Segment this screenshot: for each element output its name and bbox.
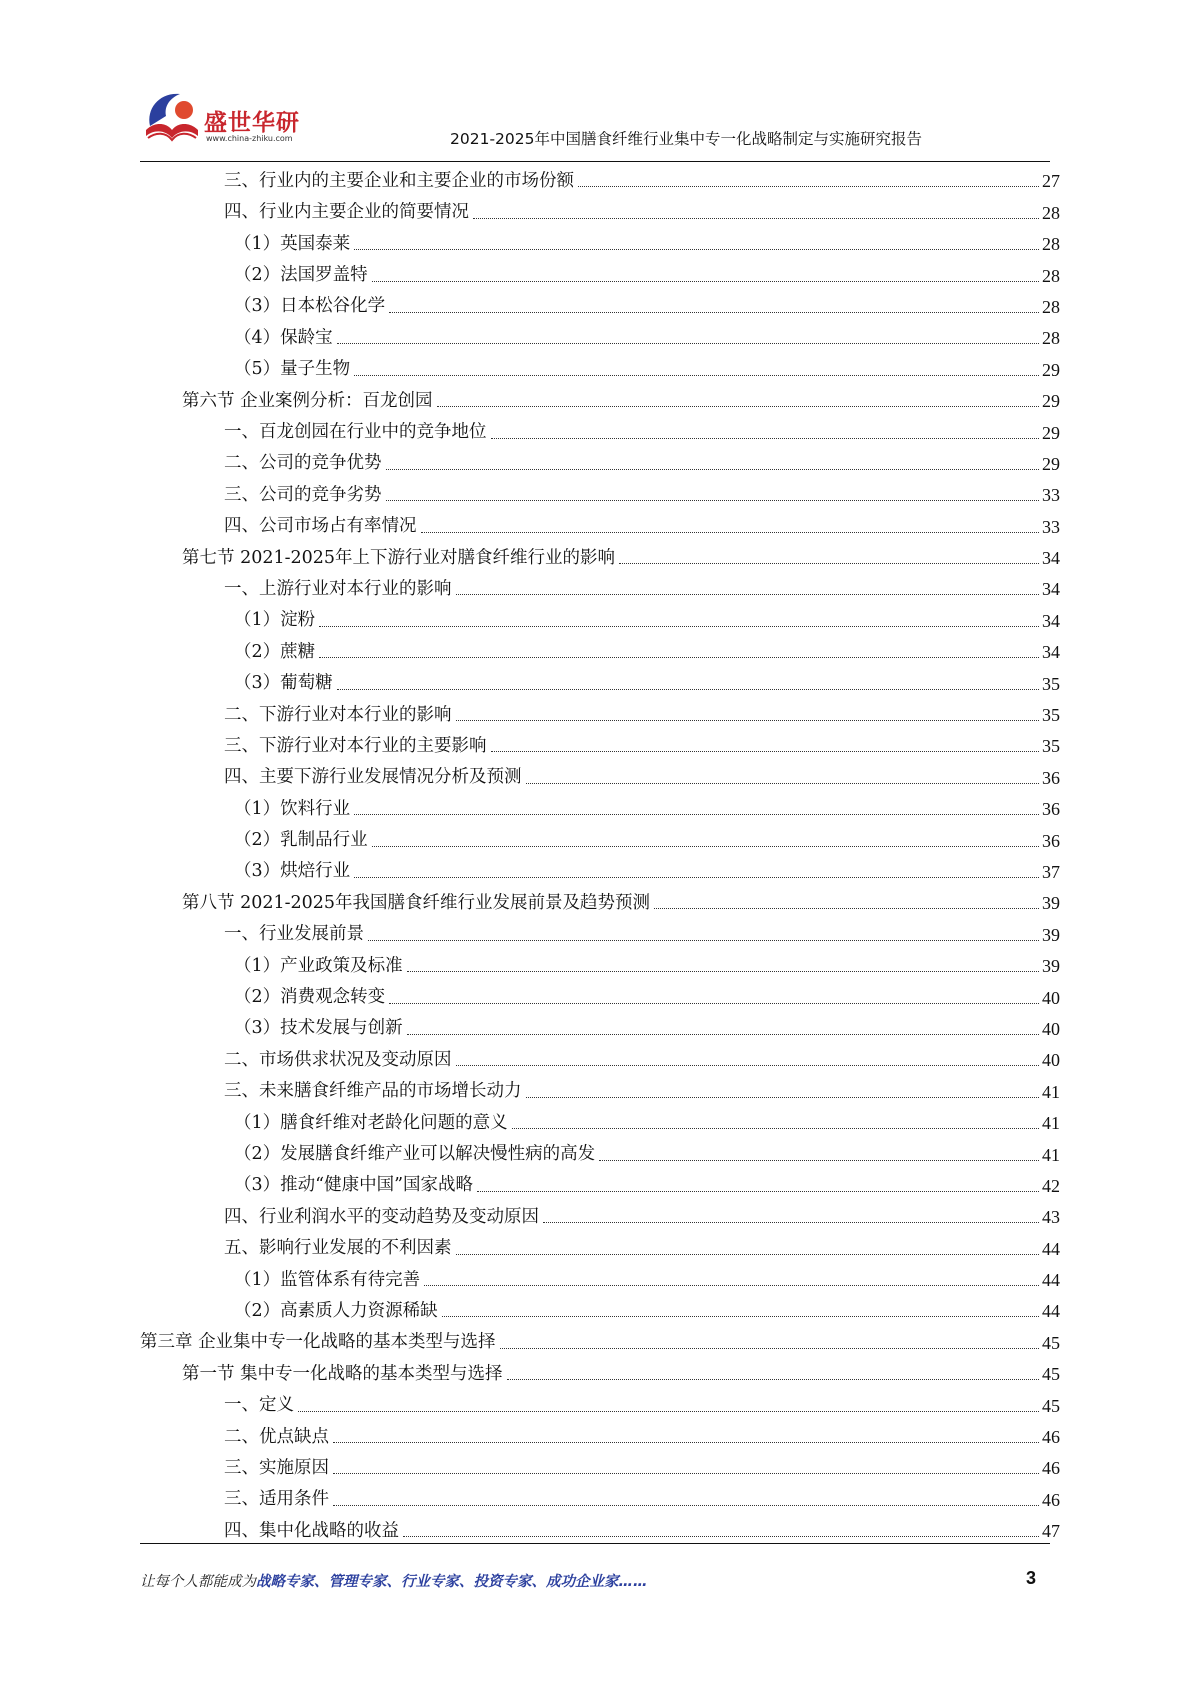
toc-entry-label: （3）日本松谷化学: [234, 296, 386, 317]
toc-entry-page: 46: [1042, 1427, 1060, 1448]
toc-dot-leader: [456, 720, 1040, 721]
toc-entry-page: 46: [1042, 1458, 1060, 1479]
toc-entry-label: （2）消费观念转变: [234, 987, 386, 1008]
toc-dot-leader: [456, 1254, 1040, 1255]
toc-entry[interactable]: [140, 1198, 1060, 1229]
toc-entry-page: 43: [1042, 1207, 1060, 1228]
footer-divider: [140, 1543, 1050, 1544]
toc-entry[interactable]: [140, 539, 1060, 570]
toc-entry-page: 41: [1042, 1144, 1060, 1165]
toc-entry-label: （2）蔗糖: [234, 641, 316, 662]
toc-entry-label: （5）量子生物: [234, 359, 351, 380]
toc-dot-leader: [386, 469, 1040, 470]
toc-entry-label: 第三章 企业集中专一化战略的基本类型与选择: [140, 1332, 496, 1353]
toc-dot-leader: [354, 814, 1039, 815]
toc-entry[interactable]: [140, 915, 1060, 946]
toc-entry[interactable]: [140, 445, 1060, 476]
toc-dot-leader: [456, 594, 1040, 595]
toc-entry-page: 36: [1042, 799, 1060, 820]
toc-entry[interactable]: [140, 288, 1060, 319]
toc-entry[interactable]: [140, 1449, 1060, 1480]
toc-dot-leader: [578, 186, 1039, 187]
toc-entry-page: 39: [1042, 956, 1060, 977]
toc-entry[interactable]: [140, 1512, 1060, 1543]
page-header: [140, 84, 1050, 166]
toc-entry-label: 二、优点缺点: [224, 1426, 329, 1447]
toc-entry[interactable]: [140, 1167, 1060, 1198]
toc-entry-label: （2）发展膳食纤维产业可以解决慢性病的高发: [234, 1144, 596, 1164]
toc-dot-leader: [491, 438, 1040, 439]
toc-entry-page: 34: [1042, 610, 1060, 631]
report-title: 2021-2025年中国膳食纤维行业集中专一化战略制定与实施研究报告: [450, 130, 922, 148]
toc-dot-leader: [456, 1065, 1040, 1066]
toc-dot-leader: [437, 406, 1039, 407]
logo-url: www.china-zhiku.com: [206, 134, 293, 143]
toc-entry-page: 44: [1042, 1238, 1060, 1259]
toc-dot-leader: [337, 689, 1039, 690]
toc-entry-page: 29: [1042, 359, 1060, 380]
toc-entry-label: （2）法国罗盖特: [234, 265, 368, 286]
toc-entry-label: （1）产业政策及标准: [234, 955, 403, 976]
toc-entry-label: （1）监管体系有待完善: [234, 1269, 421, 1290]
toc-entry-page: 34: [1042, 579, 1060, 600]
toc-entry-label: 二、下游行业对本行业的影响: [224, 704, 452, 725]
toc-entry-page: 37: [1042, 861, 1060, 882]
toc-entry-page: 28: [1042, 202, 1060, 223]
toc-entry[interactable]: [140, 1072, 1060, 1103]
toc-entry-label: （1）饮料行业: [234, 798, 351, 819]
toc-dot-leader: [354, 249, 1039, 250]
toc-entry-label: 一、上游行业对本行业的影响: [224, 578, 452, 599]
toc-dot-leader: [389, 312, 1039, 313]
toc-entry-page: 39: [1042, 924, 1060, 945]
toc-entry[interactable]: [140, 601, 1060, 632]
toc-entry-page: 35: [1042, 705, 1060, 726]
toc-entry[interactable]: [140, 1480, 1060, 1511]
toc-entry-label: 三、适用条件: [224, 1489, 329, 1510]
toc-entry[interactable]: [140, 790, 1060, 821]
slogan-prefix: 让每个人都能成为: [140, 1574, 256, 1590]
toc-dot-leader: [337, 343, 1039, 344]
toc-entry-page: 39: [1042, 893, 1060, 914]
toc-dot-leader: [526, 1097, 1040, 1098]
toc-entry-page: 36: [1042, 767, 1060, 788]
toc-entry-page: 36: [1042, 830, 1060, 851]
toc-dot-leader: [500, 1348, 1039, 1349]
toc-entry-page: 29: [1042, 422, 1060, 443]
toc-entry-label: （2）高素质人力资源稀缺: [234, 1300, 438, 1321]
toc-entry-page: 33: [1042, 516, 1060, 537]
toc-dot-leader: [421, 532, 1040, 533]
toc-entry[interactable]: [140, 256, 1060, 287]
toc-entry[interactable]: [140, 1041, 1060, 1072]
toc-entry-label: （1）英国泰莱: [234, 233, 351, 254]
toc-entry-label: 一、百龙创园在行业中的竞争地位: [224, 422, 487, 443]
toc-entry[interactable]: [140, 1104, 1060, 1135]
slogan-highlight: 战略专家、管理专家、行业专家、投资专家、成功企业家……: [256, 1574, 648, 1590]
toc-dot-leader: [473, 218, 1039, 219]
toc-entry-page: 40: [1042, 1018, 1060, 1039]
toc-entry-label: （3）技术发展与创新: [234, 1018, 403, 1039]
toc-entry-label: 四、行业利润水平的变动趋势及变动原因: [224, 1206, 539, 1227]
company-logo: [140, 84, 320, 144]
toc-entry-page: 46: [1042, 1489, 1060, 1510]
toc-dot-leader: [543, 1222, 1039, 1223]
toc-entry[interactable]: [140, 193, 1060, 224]
toc-entry-label: 第六节 企业案例分析：百龙创园: [182, 390, 433, 411]
toc-entry-page: 29: [1042, 391, 1060, 412]
toc-entry[interactable]: [140, 350, 1060, 381]
toc-entry-label: （1）膳食纤维对老龄化问题的意义: [234, 1112, 508, 1133]
toc-dot-leader: [319, 657, 1039, 658]
toc-entry-label: 四、公司市场占有率情况: [224, 516, 417, 537]
toc-entry-page: 28: [1042, 328, 1060, 349]
toc-entry[interactable]: [140, 1355, 1060, 1386]
table-of-contents: [140, 162, 1060, 1543]
toc-dot-leader: [354, 877, 1039, 878]
toc-dot-leader: [372, 281, 1039, 282]
toc-entry[interactable]: [140, 727, 1060, 758]
toc-entry[interactable]: [140, 162, 1060, 193]
toc-entry-page: 35: [1042, 673, 1060, 694]
toc-dot-leader: [319, 626, 1039, 627]
toc-entry-label: （1）淀粉: [234, 610, 316, 631]
toc-entry[interactable]: [140, 1135, 1060, 1166]
toc-dot-leader: [407, 971, 1039, 972]
toc-entry-page: 41: [1042, 1113, 1060, 1134]
toc-entry-label: 三、未来膳食纤维产品的市场增长动力: [224, 1081, 522, 1102]
toc-entry-label: 三、实施原因: [224, 1457, 329, 1478]
toc-entry-page: 45: [1042, 1332, 1060, 1353]
toc-dot-leader: [298, 1411, 1039, 1412]
toc-dot-leader: [407, 1034, 1039, 1035]
toc-dot-leader: [403, 1536, 1039, 1537]
toc-dot-leader: [491, 751, 1040, 752]
toc-dot-leader: [368, 940, 1039, 941]
toc-dot-leader: [389, 1003, 1039, 1004]
toc-dot-leader: [512, 1128, 1039, 1129]
toc-entry-label: （3）推动“健康中国”国家战略: [234, 1175, 474, 1196]
toc-dot-leader: [333, 1505, 1039, 1506]
toc-entry[interactable]: [140, 1261, 1060, 1292]
toc-dot-leader: [477, 1191, 1039, 1192]
toc-entry-label: 三、行业内的主要企业和主要企业的市场份额: [224, 170, 574, 191]
toc-entry-label: 第一节 集中专一化战略的基本类型与选择: [182, 1363, 503, 1384]
toc-entry[interactable]: [140, 1418, 1060, 1449]
toc-entry-page: 42: [1042, 1175, 1060, 1196]
toc-entry-label: （2）乳制品行业: [234, 830, 368, 851]
toc-entry[interactable]: [140, 570, 1060, 601]
toc-entry-page: 34: [1042, 548, 1060, 569]
toc-entry-label: 一、行业发展前景: [224, 924, 364, 945]
toc-dot-leader: [372, 846, 1039, 847]
toc-entry[interactable]: [140, 507, 1060, 538]
toc-entry-label: （4）保龄宝: [234, 327, 333, 348]
toc-entry[interactable]: [140, 225, 1060, 256]
toc-dot-leader: [424, 1285, 1039, 1286]
toc-entry-page: 41: [1042, 1081, 1060, 1102]
toc-entry-page: 44: [1042, 1270, 1060, 1291]
toc-entry-page: 40: [1042, 987, 1060, 1008]
toc-entry[interactable]: [140, 884, 1060, 915]
toc-dot-leader: [333, 1473, 1039, 1474]
toc-entry[interactable]: [140, 821, 1060, 852]
toc-entry-page: 27: [1042, 171, 1060, 192]
toc-dot-leader: [599, 1160, 1039, 1161]
toc-entry[interactable]: [140, 413, 1060, 444]
toc-entry[interactable]: [140, 476, 1060, 507]
toc-entry-label: 五、影响行业发展的不利因素: [224, 1238, 452, 1259]
toc-entry-label: 二、公司的竞争优势: [224, 453, 382, 474]
toc-entry[interactable]: [140, 664, 1060, 695]
toc-entry-label: 第八节 2021-2025年我国膳食纤维行业发展前景及趋势预测: [182, 892, 651, 913]
page-footer: [140, 1543, 1050, 1603]
page-number: 3: [1025, 1568, 1036, 1588]
toc-entry[interactable]: [140, 696, 1060, 727]
logo-name: 盛世华研: [204, 110, 300, 136]
toc-entry[interactable]: [140, 382, 1060, 413]
toc-entry-page: 28: [1042, 296, 1060, 317]
toc-entry[interactable]: [140, 633, 1060, 664]
toc-entry[interactable]: [140, 1292, 1060, 1323]
toc-entry[interactable]: [140, 758, 1060, 789]
toc-entry-page: 44: [1042, 1301, 1060, 1322]
toc-dot-leader: [619, 563, 1039, 564]
toc-entry-page: 47: [1042, 1521, 1060, 1542]
toc-entry-label: 四、集中化战略的收益: [224, 1520, 399, 1541]
toc-dot-leader: [654, 908, 1039, 909]
toc-entry-page: 28: [1042, 234, 1060, 255]
toc-entry-label: 二、市场供求状况及变动原因: [224, 1049, 452, 1070]
toc-entry-label: 第七节 2021-2025年上下游行业对膳食纤维行业的影响: [182, 547, 616, 568]
toc-entry-label: 三、下游行业对本行业的主要影响: [224, 735, 487, 756]
toc-dot-leader: [354, 375, 1039, 376]
toc-entry-page: 28: [1042, 265, 1060, 286]
toc-entry-label: （3）葡萄糖: [234, 673, 333, 694]
toc-dot-leader: [442, 1316, 1039, 1317]
toc-entry-page: 33: [1042, 485, 1060, 506]
toc-entry[interactable]: [140, 319, 1060, 350]
toc-entry-page: 45: [1042, 1364, 1060, 1385]
toc-entry-label: 四、主要下游行业发展情况分析及预测: [224, 767, 522, 788]
toc-entry-page: 29: [1042, 453, 1060, 474]
toc-entry[interactable]: [140, 1010, 1060, 1041]
toc-entry[interactable]: [140, 1386, 1060, 1417]
toc-entry[interactable]: [140, 1323, 1060, 1354]
toc-entry-page: 45: [1042, 1395, 1060, 1416]
toc-entry-label: （3）烘焙行业: [234, 861, 351, 882]
toc-entry[interactable]: [140, 1229, 1060, 1260]
toc-dot-leader: [526, 783, 1040, 784]
toc-entry[interactable]: [140, 853, 1060, 884]
toc-dot-leader: [507, 1379, 1039, 1380]
toc-dot-leader: [386, 500, 1040, 501]
toc-entry-label: 一、定义: [224, 1395, 294, 1416]
toc-entry-label: 四、行业内主要企业的简要情况: [224, 202, 469, 223]
footer-slogan: [140, 1570, 648, 1591]
toc-entry-page: 40: [1042, 1050, 1060, 1071]
toc-entry-page: 34: [1042, 642, 1060, 663]
toc-dot-leader: [333, 1442, 1039, 1443]
toc-entry-label: 三、公司的竞争劣势: [224, 484, 382, 505]
toc-entry-page: 35: [1042, 736, 1060, 757]
toc-entry[interactable]: [140, 947, 1060, 978]
logo-book-swirl-icon: [140, 86, 204, 146]
toc-entry[interactable]: [140, 978, 1060, 1009]
